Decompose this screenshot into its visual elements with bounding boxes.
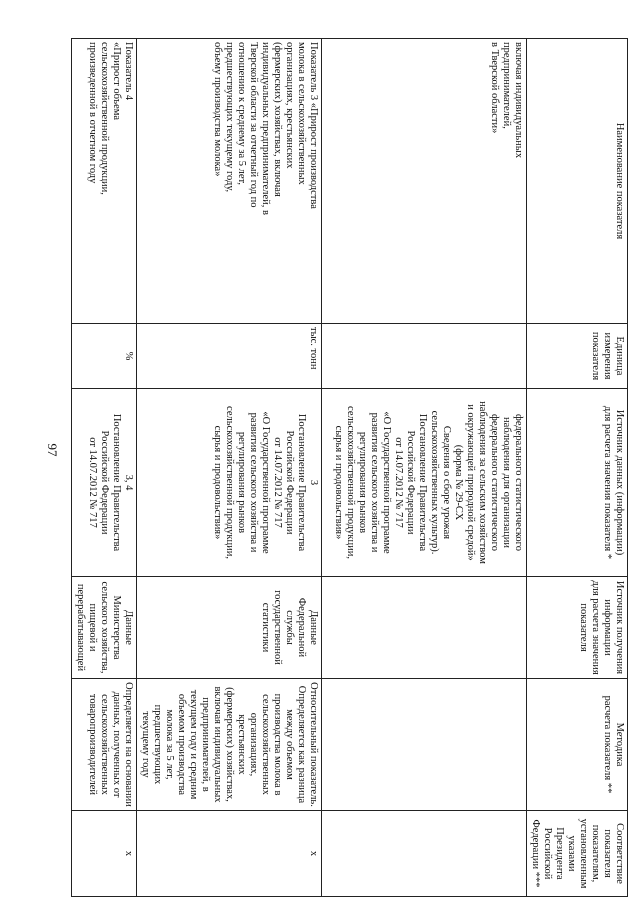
page-number: 97: [45, 443, 60, 457]
cell-unit: тыс. тонн: [137, 324, 322, 389]
table-row: [137, 39, 322, 897]
cell-presidential-compliance: [322, 811, 527, 897]
table-header-row: [527, 39, 628, 897]
cell-indicator-name: Показатель 4 «Прирост объема сельскохозяйственной продукции, произведенной в отчетном году: [72, 39, 137, 324]
cell-unit: %: [72, 324, 137, 389]
cell-data-source: федерального статистического наблюдения для организации федерального статистического наблюдения за сельским хозяйством и окружающей природной средой» (форма № 29-СХ Сведения о сборе урожая сельскохозяйственных культур). Постановление Правительства Российской Федерации от 14.07.2012 № 717 «О Государственной программе развития сельского хозяйства и регулирования рынков сельскохозяйственной продукции, сырья и продовольствия»: [322, 389, 527, 577]
cell-info-provider: Данные Министерства сельского хозяйства, пищевой и перерабатывающей: [72, 577, 137, 679]
header-info-provider: Источник получения информации для расчета значения показателя: [527, 577, 628, 679]
cell-indicator-name: включая индивидуальных предпринимателей, в Тверской области»: [322, 39, 527, 324]
cell-calculation-method: [322, 679, 527, 811]
cell-info-provider: Данные Федеральной службы государственной статистики: [137, 577, 322, 679]
header-calculation-method: Методика расчета показателя **: [527, 679, 628, 811]
indicators-table: [71, 38, 628, 897]
cell-calculation-method: Определяется на основании данных, полученных от сельскохозяйственных товаропроизводителей: [72, 679, 137, 811]
cell-presidential-compliance: х: [72, 811, 137, 897]
cell-data-source: 3, 4 Постановление Правительства Российской Федерации от 14.07.2012 № 717: [72, 389, 137, 577]
table-row: [72, 39, 137, 897]
table-row: [322, 39, 527, 897]
cell-info-provider: [322, 577, 527, 679]
cell-presidential-compliance: х: [137, 811, 322, 897]
header-presidential-compliance: Соответствие показателя показателям, установленным указами Президента Российской Федерации ***: [527, 811, 628, 897]
header-data-source: Источник данных (информации) для расчета значения показателя *: [527, 389, 628, 577]
header-unit: Единица измерения показателя: [527, 324, 628, 389]
cell-data-source: 3 Постановление Правительства Российской Федерации от 14.07.2012 № 717 «О Государственной программе развития сельского хозяйства и регулирования рынков сельскохозяйственной продукции, сырья и продовольствия»: [137, 389, 322, 577]
table-container: [75, 38, 628, 896]
cell-unit: [322, 324, 527, 389]
header-indicator-name: Наименование показателя: [527, 39, 628, 324]
cell-calculation-method: Относительный показатель. Определяется как разница между объемом производства молока в сельскохозяйственных организациях, крестьянских (фермерских) хозяйствах, включая индивидуальных предпринимателей, в текущем году и средним объемом производства молока за 5 лет, предшествующих текущему году: [137, 679, 322, 811]
cell-indicator-name: Показатель 3 «Прирост производства молока в сельскохозяйственных организациях, крестьянских (фермерских) хозяйствах, включая индивидуальных предпринимателей, в Тверской области за отчетный год по отношению к среднему за 5 лет, предшествующих текущему году, объему производства молока»: [137, 39, 322, 324]
